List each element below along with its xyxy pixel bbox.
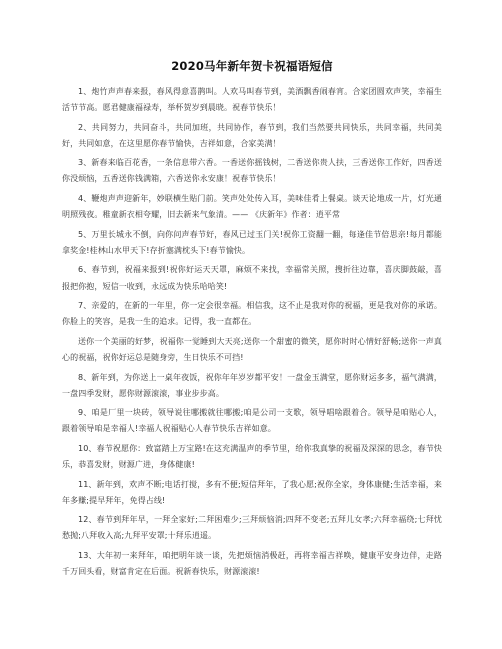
paragraph: 1、炮竹声声春来报，春风得意喜鹊叫。人欢马叫春节到，美酒飘香闹春宵。合家团圆欢声笑，幸福生活节节高。愿君健康福禄寿，举杯贺岁到晨晓。祝春节快乐！ bbox=[62, 87, 442, 113]
paragraph: 10、春节祝愿你：致富踏上万宝路!在这充满温声的季节里，给你我真挚的祝福及深深的思念，春节快乐，恭喜发财，财源广进，身体健康! bbox=[62, 443, 442, 469]
paragraph: 送你一个美丽的好梦，祝福你一觉睡到大天亮;送你一个甜蜜的微笑，愿你时时心情好舒畅;送你一声真心的祝福，祝你好运总是随身旁，生日快乐不可挡! bbox=[62, 336, 442, 362]
paragraph: 8、新年到，为你送上一桌年夜饭，祝你年年岁岁都平安！一盘金玉满堂，愿你财运多多，福气满满，一盘四季发财，愿你财源滚滚，事业步步高。 bbox=[62, 372, 442, 398]
document-title: 2020马年新年贺卡祝福语短信 bbox=[171, 59, 333, 73]
paragraph: 3、新春来临百花香，一条信息带六香。一香送你摇钱树，二香送你贵人扶，三香送你工作好，四香送你没烦恼，五香送你钱满箱，六香送你永安康！祝春节快乐！ bbox=[62, 158, 442, 184]
paragraph: 11、新年到，欢声不断;电话打搅，多有不便;短信拜年，了我心愿;祝你全家，身体康健;生活幸福，来年多赚;提早拜年，免得占线! bbox=[62, 479, 442, 505]
paragraph: 5、万里长城永不倒，向你问声春节好，春风已过玉门关!祝你工资翻一翻，每逢佳节倍思亲!每月都能拿奖金!桂林山水甲天下!存折塞满枕头下!春节愉快。 bbox=[62, 229, 442, 255]
document-body bbox=[62, 84, 442, 580]
paragraph: 2、共同努力，共同奋斗，共同加班，共同协作，春节到，我们当然要共同快乐，共同幸福，共同美好，共同如意，在这里愿你春节愉快，吉祥如意，合家美满！ bbox=[62, 122, 442, 148]
paragraph: 12、春节到拜年早，一拜全家好;二拜困难少;三拜烦恼消;四拜不变老;五拜儿女孝;六拜幸福绕;七拜忧愁抛;八拜收入高;九拜平安罩;十拜乐逍遥。 bbox=[62, 515, 442, 541]
paragraph: 9、咱是厂里一块砖，领导说往哪搬就往哪搬;咱是公司一支歌，领导唱啥跟着合。领导是咱贴心人，跟着领导咱是幸福人!幸福人祝福贴心人春节快乐吉祥如意。 bbox=[62, 408, 442, 434]
paragraph: 6、春节到，祝福来报到!祝你好运天天罩，麻烦不来找，幸福常关照，搜折往边靠，喜庆脚鼓敲，喜报把你抱，短信一收到，永远成为快乐哈哈笑! bbox=[62, 265, 442, 291]
paragraph: 7、亲爱的，在新的一年里，你一定会很幸福。相信我，这不止是我对你的祝福，更是我对你的承诺。你脸上的笑容，是我一生的追求。记得，我一直都在。 bbox=[62, 301, 442, 327]
paragraph: 13、大年初一来拜年，咱把明年谈一谈，先把烦恼消极赶，再将幸福吉祥唤，健康平安身边伴，走路千万回头看，财富肯定在后面。祝新春快乐，财源滚滚! bbox=[62, 550, 442, 577]
paragraph: 4、鞭炮声声迎新年，妙联横生贴门前。笑声处处传入耳，美味佳肴上餐桌。谈天论地成一片，灯光通明照残夜。稚童新衣相夸耀，旧去新来气象清。—— 《庆新年》作者：逍平常 bbox=[62, 194, 442, 220]
